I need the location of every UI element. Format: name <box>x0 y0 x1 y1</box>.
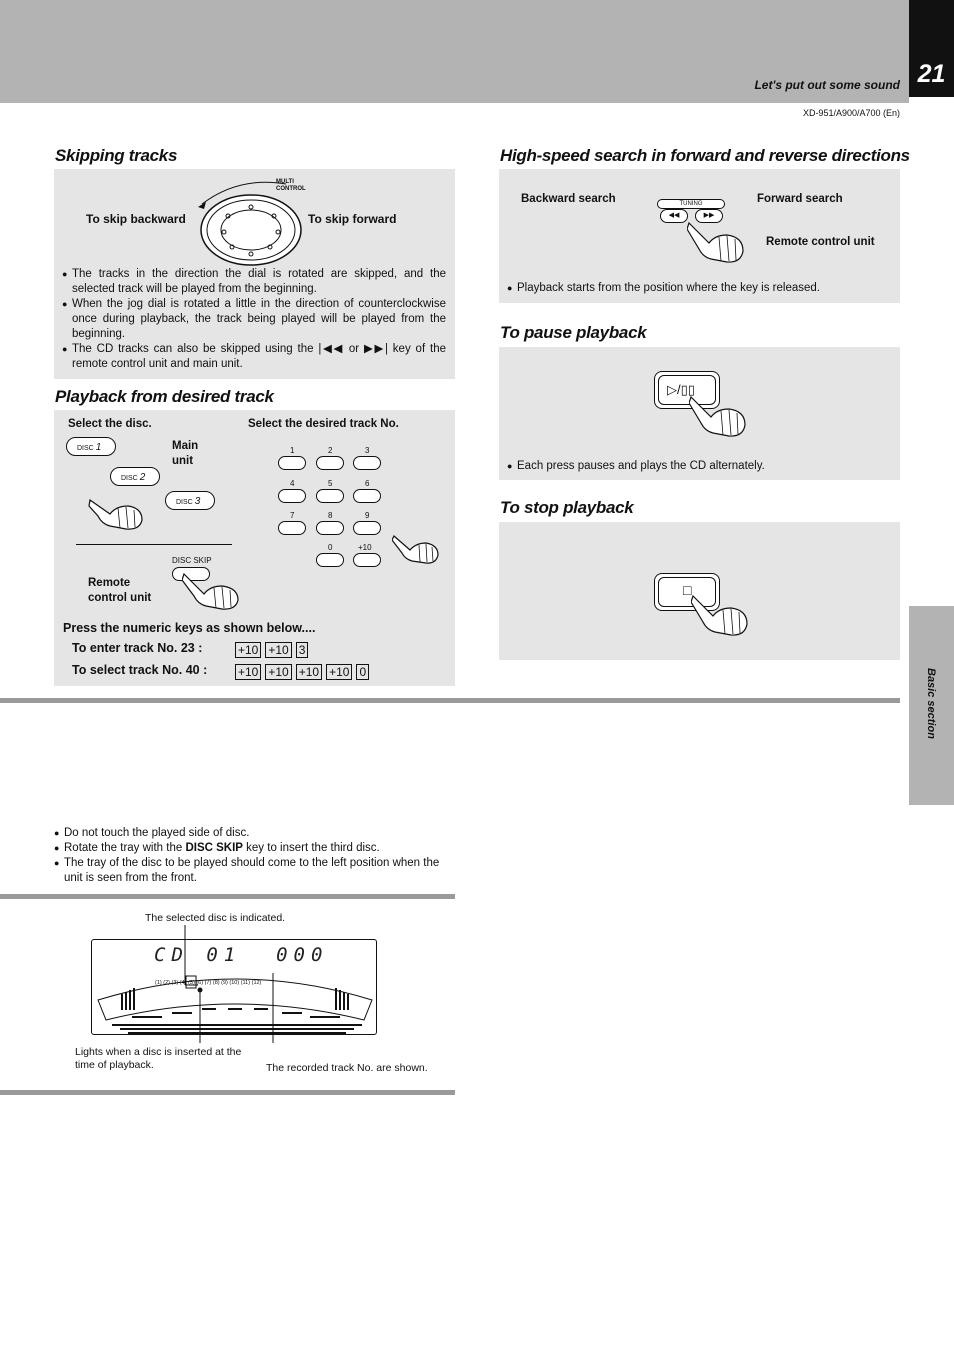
key-9[interactable] <box>353 521 381 535</box>
key-sequence-item: +10 <box>326 664 352 680</box>
highspeed-note: ● Playback starts from the position where the key is released. <box>507 281 891 296</box>
skipping-note: ● The CD tracks can also be skipped using the |◀◀ or ▶▶| key of the remote control unit and main unit. <box>62 342 446 372</box>
callout-lines <box>180 925 280 1045</box>
key-label: 8 <box>328 511 333 520</box>
disc-notes <box>54 826 456 886</box>
press-keys-text: Press the numeric keys as shown below.... <box>63 621 316 635</box>
skipping-note: ● When the jog dial is rotated a little in the direction of counterclockwise once during playback, the track being played will be played from the beginning. <box>62 297 446 342</box>
key-5[interactable] <box>316 489 344 503</box>
skip-backward-label: To skip backward <box>86 212 186 226</box>
stop-title: To stop playback <box>500 498 634 517</box>
rewind-button[interactable]: ◀◀ <box>660 209 688 223</box>
disc-number: (4) <box>179 980 187 986</box>
disc-note: ● Do not touch the played side of disc. <box>54 826 456 841</box>
key-sequence-item: 3 <box>296 642 309 658</box>
main-unit-label: Main unit <box>172 440 199 467</box>
disc-number: (7) <box>204 980 212 986</box>
forward-search-label: Forward search <box>757 193 843 205</box>
hand-pointer-icon <box>689 395 749 439</box>
disc-2-button[interactable]: DISC 2 <box>110 467 160 486</box>
key-sequence-item: +10 <box>265 642 291 658</box>
page-number: 21 <box>909 0 954 97</box>
disc-number: (10) <box>229 980 240 986</box>
key-7[interactable] <box>278 521 306 535</box>
fast-forward-button[interactable]: ▶▶ <box>695 209 723 223</box>
recorded-caption: The recorded track No. are shown. <box>266 1062 428 1074</box>
section-divider <box>0 1090 455 1095</box>
key-label: 3 <box>365 446 370 455</box>
disc-number: (11) <box>240 980 251 986</box>
backward-search-label: Backward search <box>521 193 616 205</box>
highspeed-panel <box>499 169 900 303</box>
disc-skip-label: DISC SKIP <box>172 556 212 565</box>
skipping-panel <box>54 169 455 379</box>
tuning-label: TUNING <box>657 199 725 209</box>
key-label: 1 <box>290 446 295 455</box>
remote-label: Remote control unit <box>766 236 875 248</box>
key-3[interactable] <box>353 456 381 470</box>
key-8[interactable] <box>316 521 344 535</box>
key-sequence-item: +10 <box>235 664 261 680</box>
desired-panel <box>54 410 455 686</box>
skipping-note: ● The tracks in the direction the dial is rotated are skipped, and the selected track will be played from the beginning. <box>62 267 446 297</box>
stop-symbol: □ <box>658 577 716 607</box>
pause-panel <box>499 347 900 480</box>
divider <box>76 544 232 545</box>
key-label: 4 <box>290 479 295 488</box>
key-sequence-item: +10 <box>296 664 322 680</box>
remote-label: Remote control unit <box>88 577 152 604</box>
selected-disc-caption: The selected disc is indicated. <box>145 912 286 924</box>
key-label: 7 <box>290 511 295 520</box>
skip-forward-label: To skip forward <box>308 212 397 226</box>
select-40-label: To select track No. 40 : <box>72 663 208 677</box>
pause-note: ● Each press pauses and plays the CD alternately. <box>507 459 891 474</box>
disc-number: (2) <box>163 980 170 986</box>
skipping-notes <box>62 267 446 372</box>
lights-caption: Lights when a disc is inserted at the time of playback. <box>75 1046 242 1071</box>
key-2[interactable] <box>316 456 344 470</box>
disc-note: ● The tray of the disc to be played should come to the left position when the unit is seen from the front. <box>54 856 456 886</box>
disc-number: (12) <box>251 980 262 986</box>
skipping-title: Skipping tracks <box>55 146 178 165</box>
key-plus10[interactable] <box>353 553 381 567</box>
disc-number: (1) <box>155 980 162 986</box>
key-label: 0 <box>328 543 333 552</box>
keys-40 <box>235 663 373 681</box>
disc-number: (8) <box>212 980 220 986</box>
key-1[interactable] <box>278 456 306 470</box>
key-sequence-item: 0 <box>356 664 369 680</box>
disc-number: (9) <box>221 980 228 986</box>
key-sequence-item: +10 <box>235 642 261 658</box>
key-label: 5 <box>328 479 333 488</box>
key-0[interactable] <box>316 553 344 567</box>
key-6[interactable] <box>353 489 381 503</box>
section-divider <box>0 894 455 899</box>
key-label: 9 <box>365 511 370 520</box>
key-label: +10 <box>358 543 372 552</box>
key-4[interactable] <box>278 489 306 503</box>
hand-pointer-icon <box>392 534 442 568</box>
disc-number: (6) <box>196 980 204 986</box>
key-label: 6 <box>365 479 370 488</box>
stop-panel <box>499 522 900 660</box>
disc-1-button[interactable]: DISC 1 <box>66 437 116 456</box>
hand-pointer-icon <box>182 572 242 612</box>
side-tab <box>909 606 954 805</box>
disc-note: ● Rotate the tray with the DISC SKIP key to insert the third disc. <box>54 841 456 856</box>
lcd-text: CD 01 000 <box>154 944 329 966</box>
keys-23 <box>235 641 312 659</box>
play-pause-symbol: ▷/▯▯ <box>658 375 716 405</box>
key-sequence-item: +10 <box>265 664 291 680</box>
side-tab-label: Basic section <box>925 668 937 739</box>
highspeed-title: High-speed search in forward and reverse directions <box>500 146 910 165</box>
model-number: XD-951/A900/A700 (En) <box>802 108 900 118</box>
enter-23-label: To enter track No. 23 : <box>72 641 203 655</box>
key-label: 2 <box>328 446 333 455</box>
pause-title: To pause playback <box>500 323 647 342</box>
disc-number: (3) <box>171 980 179 986</box>
section-title: Let's put out some sound <box>754 78 900 92</box>
disc-number: (5) <box>188 980 195 986</box>
desired-title: Playback from desired track <box>55 387 274 406</box>
section-divider <box>0 698 900 703</box>
disc-3-button[interactable]: DISC 3 <box>165 491 215 510</box>
numeric-keypad <box>278 446 398 596</box>
hand-pointer-icon <box>691 594 751 638</box>
select-track-label: Select the desired track No. <box>248 418 399 430</box>
hand-pointer-icon <box>687 221 747 265</box>
hand-pointer-icon <box>88 494 146 532</box>
select-disc-label: Select the disc. <box>68 418 152 430</box>
dial-label: MULTI CONTROL <box>276 179 306 192</box>
